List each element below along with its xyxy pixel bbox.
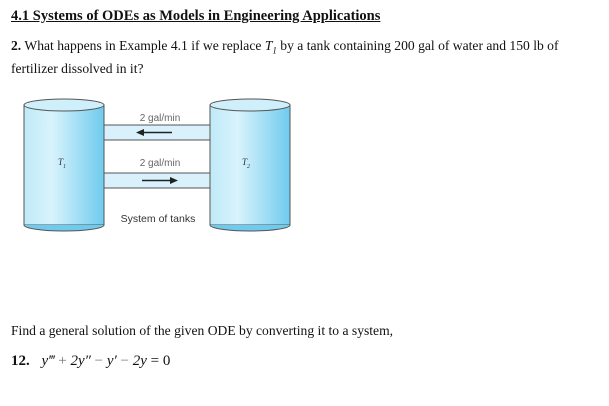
problem-2-number: 2. bbox=[11, 38, 22, 53]
figure-caption: System of tanks bbox=[120, 213, 196, 225]
bottom-flow-label: 2 gal/min bbox=[139, 158, 181, 169]
problem-2-text-after: by a tank containing 200 gal of water and 150 lb of fertilizer dissolved in it? bbox=[11, 38, 559, 76]
problem-2 bbox=[11, 37, 601, 77]
ode-minus-2: − bbox=[120, 353, 129, 369]
ode-rhs: 0 bbox=[162, 353, 171, 369]
ode-term-3: y′ bbox=[106, 353, 117, 369]
problem-12-number: 12. bbox=[11, 353, 30, 369]
problem-2-variable: $T_1$ bbox=[264, 38, 277, 56]
tank-system-diagram bbox=[20, 95, 310, 235]
tank-system-figure bbox=[20, 95, 310, 235]
right-tank-label: $T_2$ bbox=[242, 157, 251, 170]
ode-equals: = bbox=[150, 353, 160, 369]
ode-minus-1: − bbox=[94, 353, 104, 369]
ode-term-1: y‴ bbox=[41, 353, 55, 369]
ode-term-4: 2y bbox=[132, 353, 147, 369]
left-tank-label: $T_1$ bbox=[58, 157, 67, 170]
instruction-text: Find a general solution of the given ODE by converting it to a system, bbox=[11, 323, 394, 338]
section-heading: 4.1 Systems of ODEs as Models in Engineering Applications bbox=[11, 8, 381, 24]
problem-2-text-before: What happens in Example 4.1 if we replace bbox=[24, 38, 262, 53]
ode-plus: + bbox=[58, 353, 67, 369]
problem-12 bbox=[11, 353, 170, 370]
top-flow-label: 2 gal/min bbox=[139, 113, 181, 124]
ode-term-2: 2y″ bbox=[70, 353, 91, 369]
